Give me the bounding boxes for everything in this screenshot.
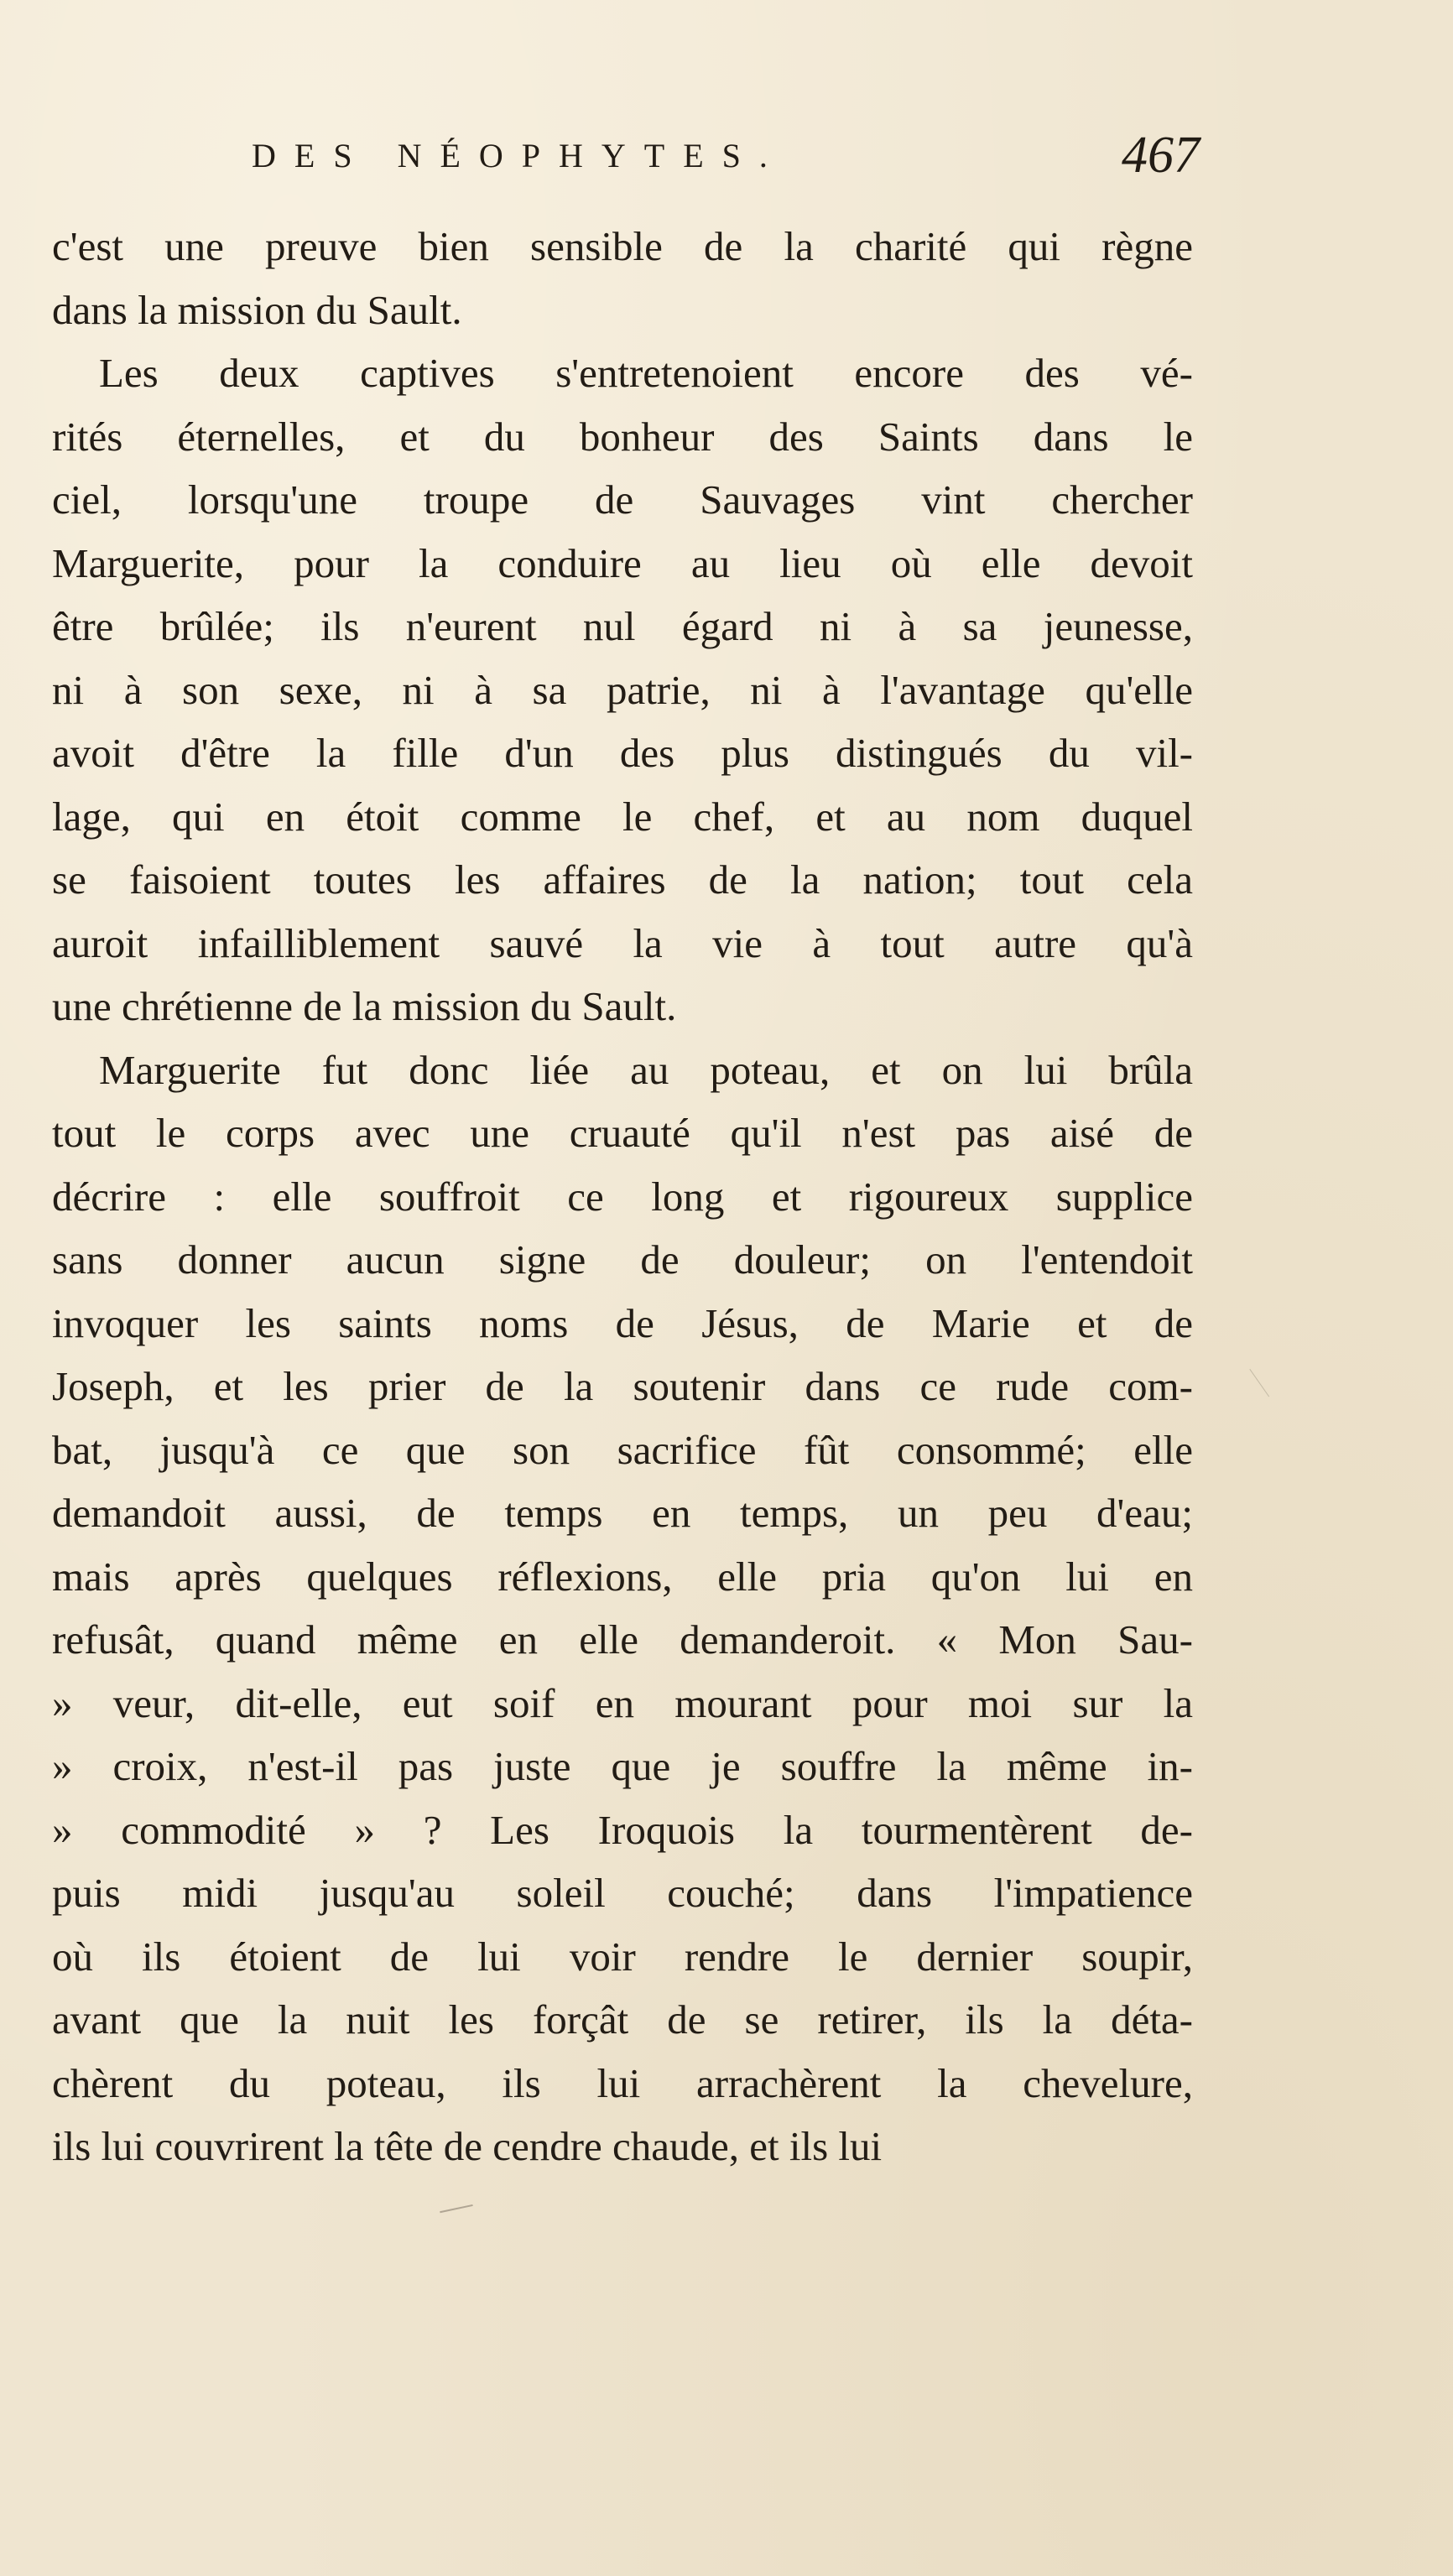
text-line: refusât, quand même en elle demanderoit. « Mon Sau-	[52, 1616, 1193, 1663]
text-line: Marguerite, pour la conduire au lieu où elle devoit	[52, 539, 1193, 586]
text-line: ils lui couvrirent la tête de cendre chaude, et ils lui	[52, 2123, 883, 2169]
text-line: auroit infailliblement sauvé la vie à tout autre qu'à	[52, 919, 1193, 966]
text-line: puis midi jusqu'au soleil couché; dans l'impatience	[52, 1870, 1193, 1916]
text-line: être brûlée; ils n'eurent nul égard ni à sa jeunesse,	[52, 603, 1193, 649]
paper-crease-mark	[1249, 1355, 1289, 1397]
text-line: ni à son sexe, ni à sa patrie, ni à l'avantage qu'elle	[52, 666, 1193, 713]
page-header	[252, 126, 1200, 185]
text-line: dans la mission du Sault.	[52, 286, 462, 333]
paragraph-start-line: Marguerite fut donc liée au poteau, et on lui brûla	[99, 1046, 1193, 1093]
text-line: rités éternelles, et du bonheur des Saints dans le	[52, 413, 1193, 460]
text-line: une chrétienne de la mission du Sault.	[52, 983, 677, 1029]
text-line: bat, jusqu'à ce que son sacrifice fût consommé; elle	[52, 1426, 1193, 1473]
text-line: » commodité » ? Les Iroquois la tourmentèrent de-	[52, 1806, 1193, 1853]
text-line: mais après quelques réflexions, elle pria qu'on lui en	[52, 1553, 1193, 1600]
text-line: décrire : elle souffroit ce long et rigoureux supplice	[52, 1173, 1193, 1220]
text-line: se faisoient toutes les affaires de la nation; tout cela	[52, 856, 1193, 903]
text-line: tout le corps avec une cruauté qu'il n'est pas aisé de	[52, 1110, 1193, 1156]
body-text	[52, 215, 1193, 2178]
paragraph-start-line: Les deux captives s'entretenoient encore des vé-	[99, 350, 1193, 396]
text-line: » veur, dit-elle, eut soif en mourant pour moi sur la	[52, 1679, 1193, 1726]
text-line: avoit d'être la fille d'un des plus distingués du vil-	[52, 730, 1193, 776]
running-title: DES NÉOPHYTES.	[252, 137, 786, 174]
text-line: ciel, lorsqu'une troupe de Sauvages vint chercher	[52, 476, 1193, 523]
text-line: demandoit aussi, de temps en temps, un peu d'eau;	[52, 1490, 1193, 1536]
ink-smudge	[440, 2204, 475, 2221]
text-line: invoquer les saints noms de Jésus, de Marie et de	[52, 1299, 1193, 1346]
text-line: lage, qui en étoit comme le chef, et au nom duquel	[52, 793, 1193, 840]
text-line: Joseph, et les prier de la soutenir dans ce rude com-	[52, 1363, 1193, 1409]
page-number: 467	[1122, 127, 1200, 184]
text-line: sans donner aucun signe de douleur; on l'entendoit	[52, 1236, 1193, 1283]
text-line: c'est une preuve bien sensible de la charité qui règne	[52, 223, 1193, 269]
text-line: chèrent du poteau, ils lui arrachèrent la chevelure,	[52, 2059, 1193, 2106]
text-line: où ils étoient de lui voir rendre le dernier soupir,	[52, 1933, 1193, 1980]
text-line: » croix, n'est-il pas juste que je souffre la même in-	[52, 1743, 1193, 1789]
text-line: avant que la nuit les forçât de se retirer, ils la déta-	[52, 1996, 1193, 2043]
